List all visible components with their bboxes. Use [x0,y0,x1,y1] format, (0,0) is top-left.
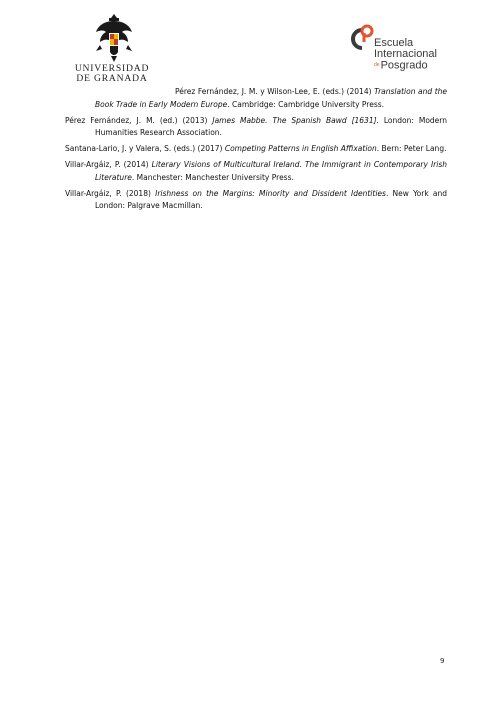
reference-title: Competing Patterns in English Affixation [224,144,377,153]
reference-publisher: . New York and London: Palgrave Macmillan. [95,188,448,210]
reference-item [65,188,447,213]
reference-publisher: . Bern: Peter Lang. [376,144,447,153]
reference-item [65,143,447,156]
reference-item [65,159,447,184]
university-crest-logo [90,12,138,64]
university-name-line2: DE GRANADA [76,73,148,84]
reference-title: James Mabbe. The Spanish Bawd [1631] [212,115,377,125]
page-number: 9 [440,657,445,665]
reference-authors: Pérez Fernández, J. M. y Wilson-Lee, E. (eds.) (2014) [175,87,372,96]
university-name-line1: UNIVERSIDAD [74,63,150,74]
reference-authors: Villar-Argáiz, P. (2014) [65,160,149,169]
reference-list [65,86,447,216]
university-name [72,64,152,84]
reference-title: Irishness on the Margins: Minority and Dissident Identities [155,188,386,198]
reference-item [65,115,447,140]
school-name-line3: Posgrado [380,59,428,72]
reference-authors: Pérez Fernández, J. M. (ed.) (2013) [65,115,208,125]
reference-authors: Villar-Argáiz, P. (2018) [65,188,151,198]
reference-publisher: . Cambridge: Cambridge University Press. [227,99,385,109]
reference-title: Literary Visions of Multicultural Ireland. The Immigrant in Contemporary Irish Literature [95,160,447,182]
school-logo [350,18,460,70]
reference-authors: Santana-Lario, J. y Valera, S. (eds.) (2017) [65,144,223,153]
school-mark-icon [350,22,376,50]
school-name-line1: Escuela [374,37,414,49]
school-name [374,38,437,71]
reference-title: Translation and the Book Trade in Early Modern Europe [95,87,448,109]
reference-item [65,86,447,111]
reference-publisher: . Manchester: Manchester University Press. [131,172,294,182]
school-name-line2: Internacional [374,48,437,60]
school-name-prefix: de [374,62,380,68]
reference-publisher: . London: Modern Humanities Research Association. [95,115,447,137]
